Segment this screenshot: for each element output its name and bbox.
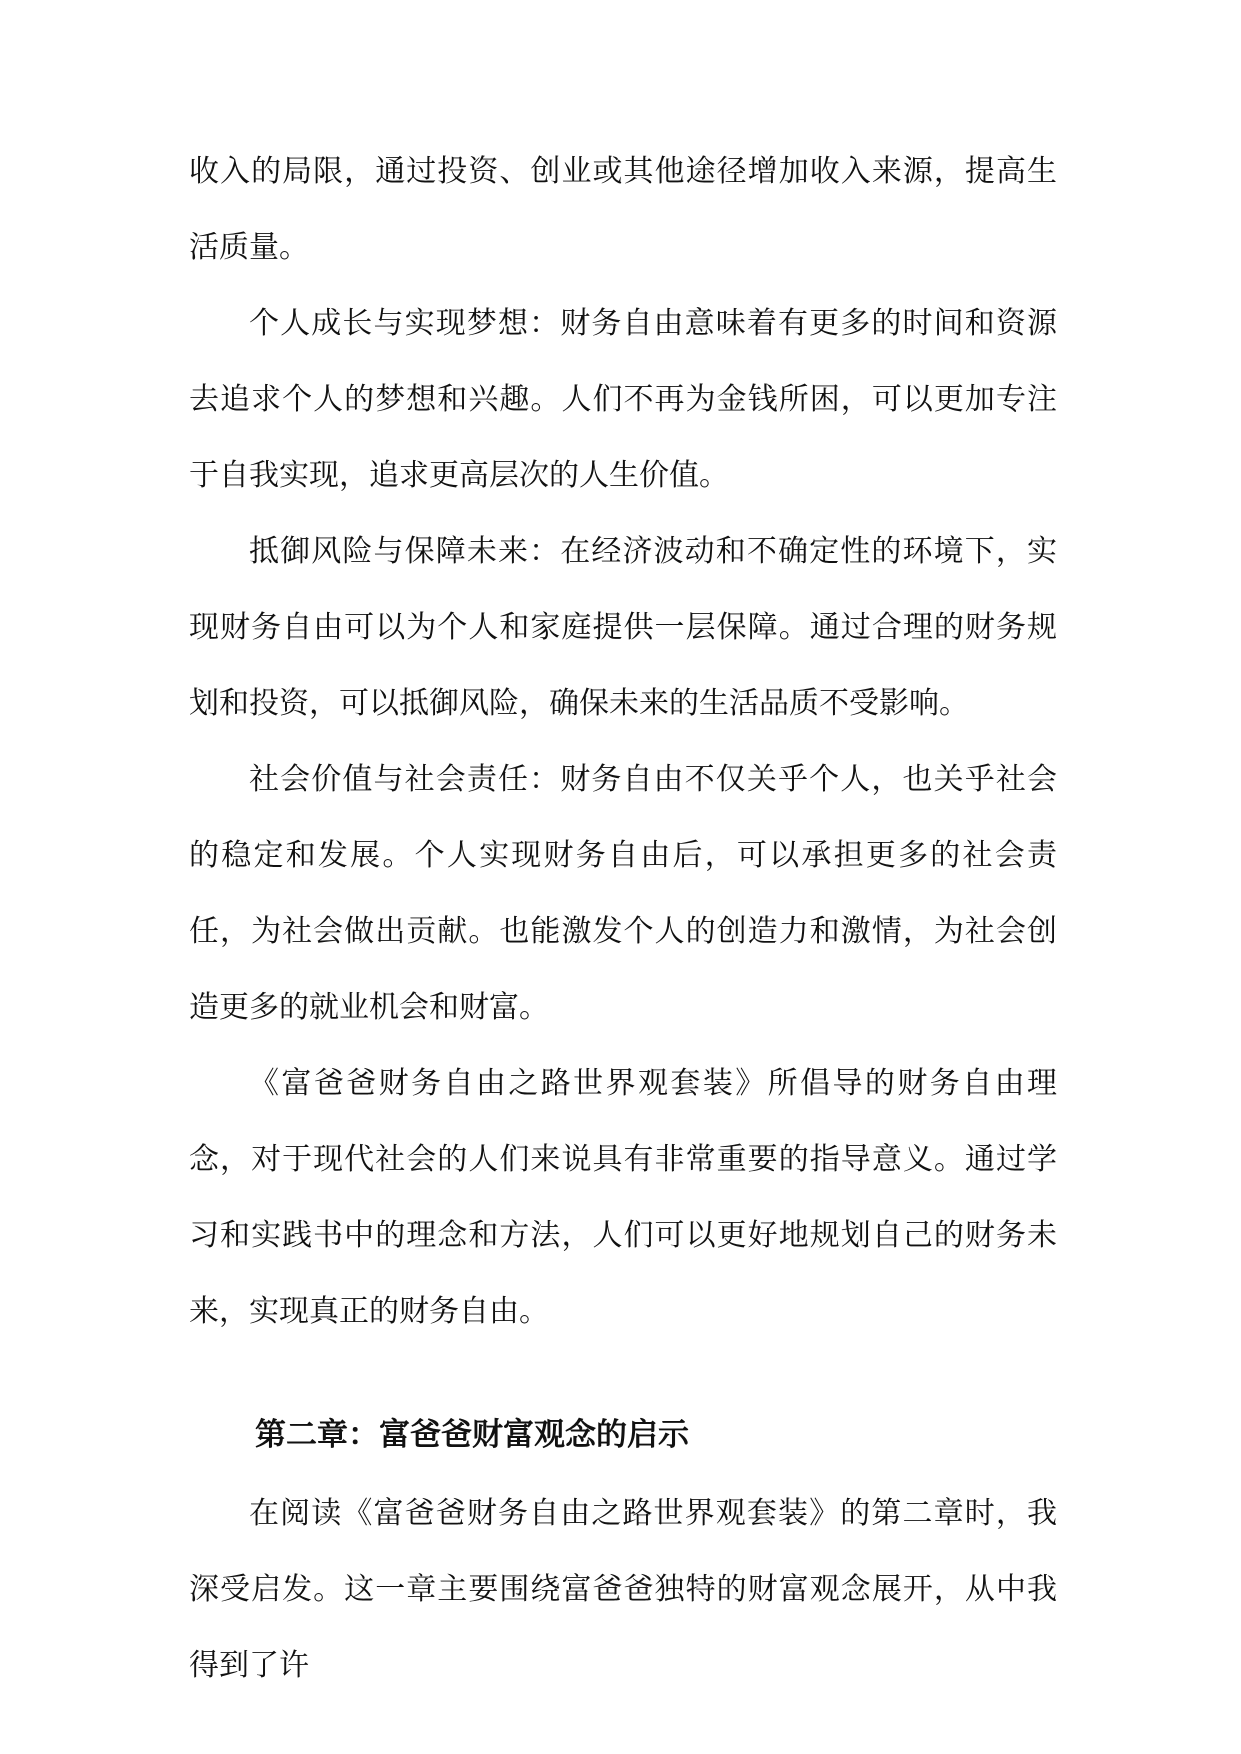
paragraph-chapter-intro: 在阅读《富爸爸财务自由之路世界观套装》的第二章时，我深受启发。这一章主要围绕富爸爸独特的财富观念展开，从中我得到了许 — [189, 1496, 1057, 1683]
paragraph-continuation: 收入的局限，通过投资、创业或其他途径增加收入来源，提高生活质量。 — [189, 154, 1057, 265]
chapter-heading: 第二章：富爸爸财富观念的启示 — [255, 1417, 689, 1453]
paragraph-social-value: 社会价值与社会责任：财务自由不仅关乎个人，也关乎社会的稳定和发展。个人实现财务自由后，可以承担更多的社会责任，为社会做出贡献。也能激发个人的创造力和激情，为社会创造更多的就业机会和财富。 — [189, 762, 1057, 1025]
paragraph-personal-growth: 个人成长与实现梦想：财务自由意味着有更多的时间和资源去追求个人的梦想和兴趣。人们不再为金钱所困，可以更加专注于自我实现，追求更高层次的人生价值。 — [189, 306, 1057, 493]
paragraph-conclusion: 《富爸爸财务自由之路世界观套装》所倡导的财务自由理念，对于现代社会的人们来说具有非常重要的指导意义。通过学习和实践书中的理念和方法，人们可以更好地规划自己的财务未来，实现真正的财务自由。 — [189, 1066, 1057, 1329]
document-body — [189, 134, 1057, 1704]
paragraph-risk-protection: 抵御风险与保障未来：在经济波动和不确定性的环境下，实现财务自由可以为个人和家庭提供一层保障。通过合理的财务规划和投资，可以抵御风险，确保未来的生活品质不受影响。 — [189, 534, 1057, 721]
